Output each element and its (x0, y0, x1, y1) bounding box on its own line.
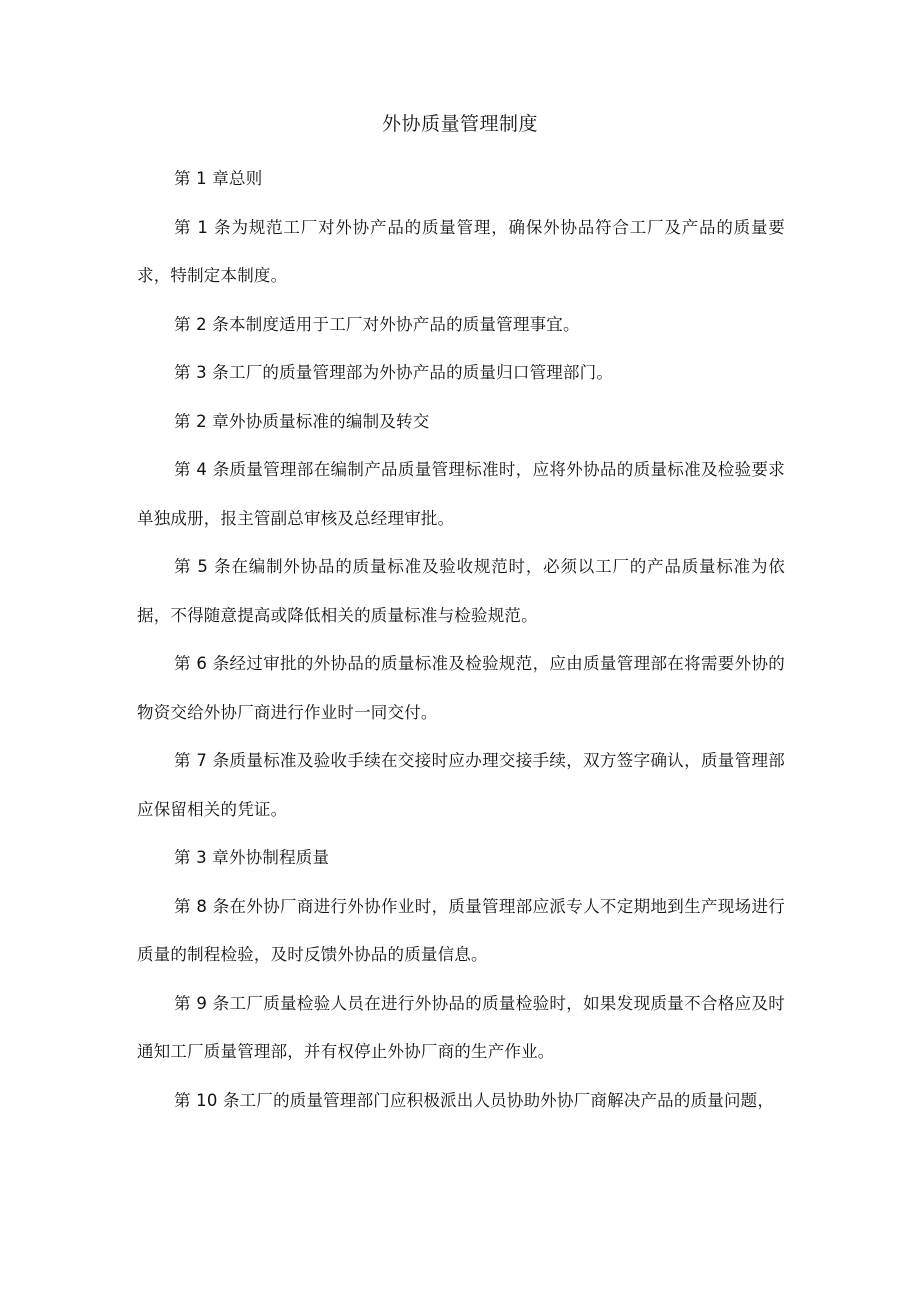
article-paragraph: 第 6 条经过审批的外协品的质量标准及检验规范，应由质量管理部在将需要外协的物资交给外协厂商进行作业时一同交付。 (137, 654, 785, 722)
article-paragraph: 第 4 条质量管理部在编制产品质量管理标准时，应将外协品的质量标准及检验要求单独成册，报主管副总审核及总经理审批。 (137, 460, 785, 528)
article-paragraph: 第 5 条在编制外协品的质量标准及验收规范时，必须以工厂的产品质量标准为依据，不得随意提高或降低相关的质量标准与检验规范。 (137, 557, 785, 625)
chapter-heading: 第 3 章外协制程质量 (174, 848, 330, 867)
chapter-heading: 第 1 章总则 (174, 169, 263, 188)
article-paragraph: 第 10 条工厂的质量管理部门应积极派出人员协助外协厂商解决产品的质量问题， (174, 1090, 775, 1110)
article-paragraph: 第 3 条工厂的质量管理部为外协产品的质量归口管理部门。 (174, 363, 614, 382)
document-body (137, 155, 785, 1125)
article-paragraph: 第 7 条质量标准及验收手续在交接时应办理交接手续，双方签字确认，质量管理部应保留相关的凭证。 (137, 751, 785, 819)
article-paragraph: 第 2 条本制度适用于工厂对外协产品的质量管理事宜。 (174, 314, 580, 334)
article-paragraph: 第 1 条为规范工厂对外协产品的质量管理，确保外协品符合工厂及产品的质量要求，特制定本制度。 (137, 217, 785, 285)
article-paragraph: 第 8 条在外协厂商进行外协作业时，质量管理部应派专人不定期地到生产现场进行质量的制程检验，及时反馈外协品的质量信息。 (137, 896, 785, 964)
document-title: 外协质量管理制度 (381, 113, 538, 135)
chapter-heading: 第 2 章外协质量标准的编制及转交 (174, 411, 430, 431)
article-paragraph: 第 9 条工厂质量检验人员在进行外协品的质量检验时，如果发现质量不合格应及时通知工厂质量管理部，并有权停止外协厂商的生产作业。 (137, 993, 785, 1061)
